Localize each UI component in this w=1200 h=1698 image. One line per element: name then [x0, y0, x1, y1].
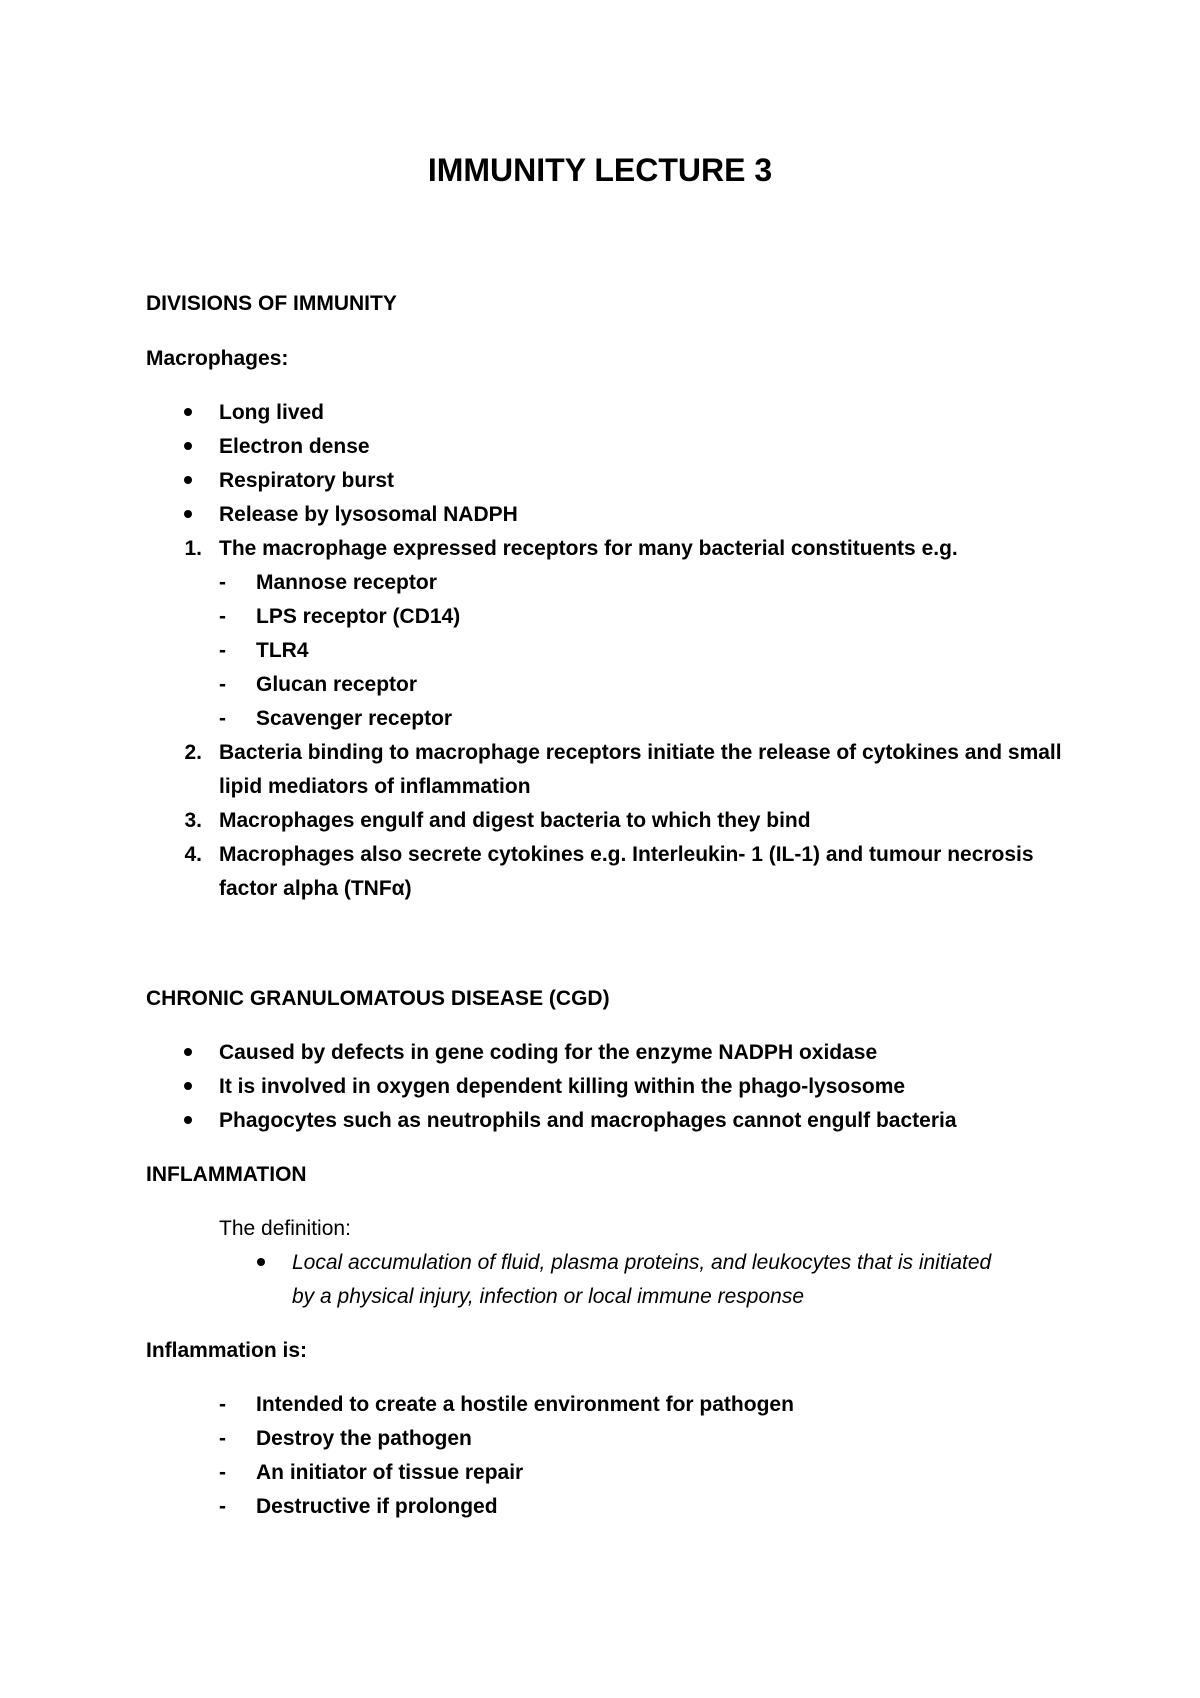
list-item: Caused by defects in gene coding for the enzyme NADPH oxidase: [219, 1041, 878, 1064]
definition-label: The definition:: [219, 1217, 351, 1240]
list-item: Destructive if prolonged: [256, 1495, 498, 1518]
list-item: Electron dense: [219, 435, 370, 458]
bullet-marker: [257, 1258, 265, 1266]
bullet-marker: [184, 476, 192, 484]
section-heading-divisions: DIVISIONS OF IMMUNITY: [146, 292, 397, 315]
receptor-item: Glucan receptor: [256, 673, 418, 696]
receptor-item: Mannose receptor: [256, 571, 437, 594]
list-item: Long lived: [219, 401, 324, 424]
section-heading-inflammation: INFLAMMATION: [146, 1163, 307, 1186]
bullet-marker: [184, 1116, 192, 1124]
bullet-marker: [184, 1048, 192, 1056]
subheading-inflammation-is: Inflammation is:: [146, 1339, 308, 1362]
bullet-marker: [184, 442, 192, 450]
numbered-item-continuation: lipid mediators of inflammation: [219, 775, 531, 798]
dash-marker: -: [219, 1393, 226, 1416]
list-number: 4.: [184, 843, 202, 866]
definition-text-continuation: by a physical injury, infection or local immune response: [292, 1285, 805, 1308]
receptor-item: Scavenger receptor: [256, 707, 453, 730]
numbered-item: Macrophages engulf and digest bacteria to which they bind: [219, 809, 811, 832]
list-item: Respiratory burst: [219, 469, 395, 492]
dash-marker: -: [219, 1495, 226, 1518]
numbered-item: Bacteria binding to macrophage receptors initiate the release of cytokines and small: [219, 741, 1062, 764]
list-item: An initiator of tissue repair: [256, 1461, 524, 1484]
page-title: IMMUNITY LECTURE 3: [427, 152, 773, 188]
numbered-item: Macrophages also secrete cytokines e.g. Interleukin- 1 (IL-1) and tumour necrosis: [219, 843, 1034, 866]
bullet-marker: [184, 1082, 192, 1090]
list-item: Intended to create a hostile environment for pathogen: [256, 1393, 794, 1416]
dash-marker: -: [219, 1427, 226, 1450]
list-number: 1.: [184, 537, 202, 560]
list-item: It is involved in oxygen dependent killing within the phago-lysosome: [219, 1075, 906, 1098]
bullet-marker: [184, 510, 192, 518]
list-number: 2.: [184, 741, 202, 764]
receptor-item: LPS receptor (CD14): [256, 605, 461, 628]
dash-marker: -: [219, 571, 226, 594]
bullet-marker: [184, 408, 192, 416]
list-item: Release by lysosomal NADPH: [219, 503, 518, 526]
numbered-item: The macrophage expressed receptors for many bacterial constituents e.g.: [219, 537, 958, 560]
dash-marker: -: [219, 605, 226, 628]
section-heading-cgd: CHRONIC GRANULOMATOUS DISEASE (CGD): [146, 987, 610, 1010]
dash-marker: -: [219, 707, 226, 730]
subheading-macrophages: Macrophages:: [146, 347, 289, 370]
definition-text: Local accumulation of fluid, plasma proteins, and leukocytes that is initiated: [292, 1251, 992, 1274]
list-item: Phagocytes such as neutrophils and macrophages cannot engulf bacteria: [219, 1109, 957, 1132]
dash-marker: -: [219, 1461, 226, 1484]
numbered-item-continuation: factor alpha (TNFα): [219, 877, 412, 900]
list-number: 3.: [184, 809, 202, 832]
list-item: Destroy the pathogen: [256, 1427, 472, 1450]
receptor-item: TLR4: [256, 639, 309, 662]
dash-marker: -: [219, 673, 226, 696]
dash-marker: -: [219, 639, 226, 662]
